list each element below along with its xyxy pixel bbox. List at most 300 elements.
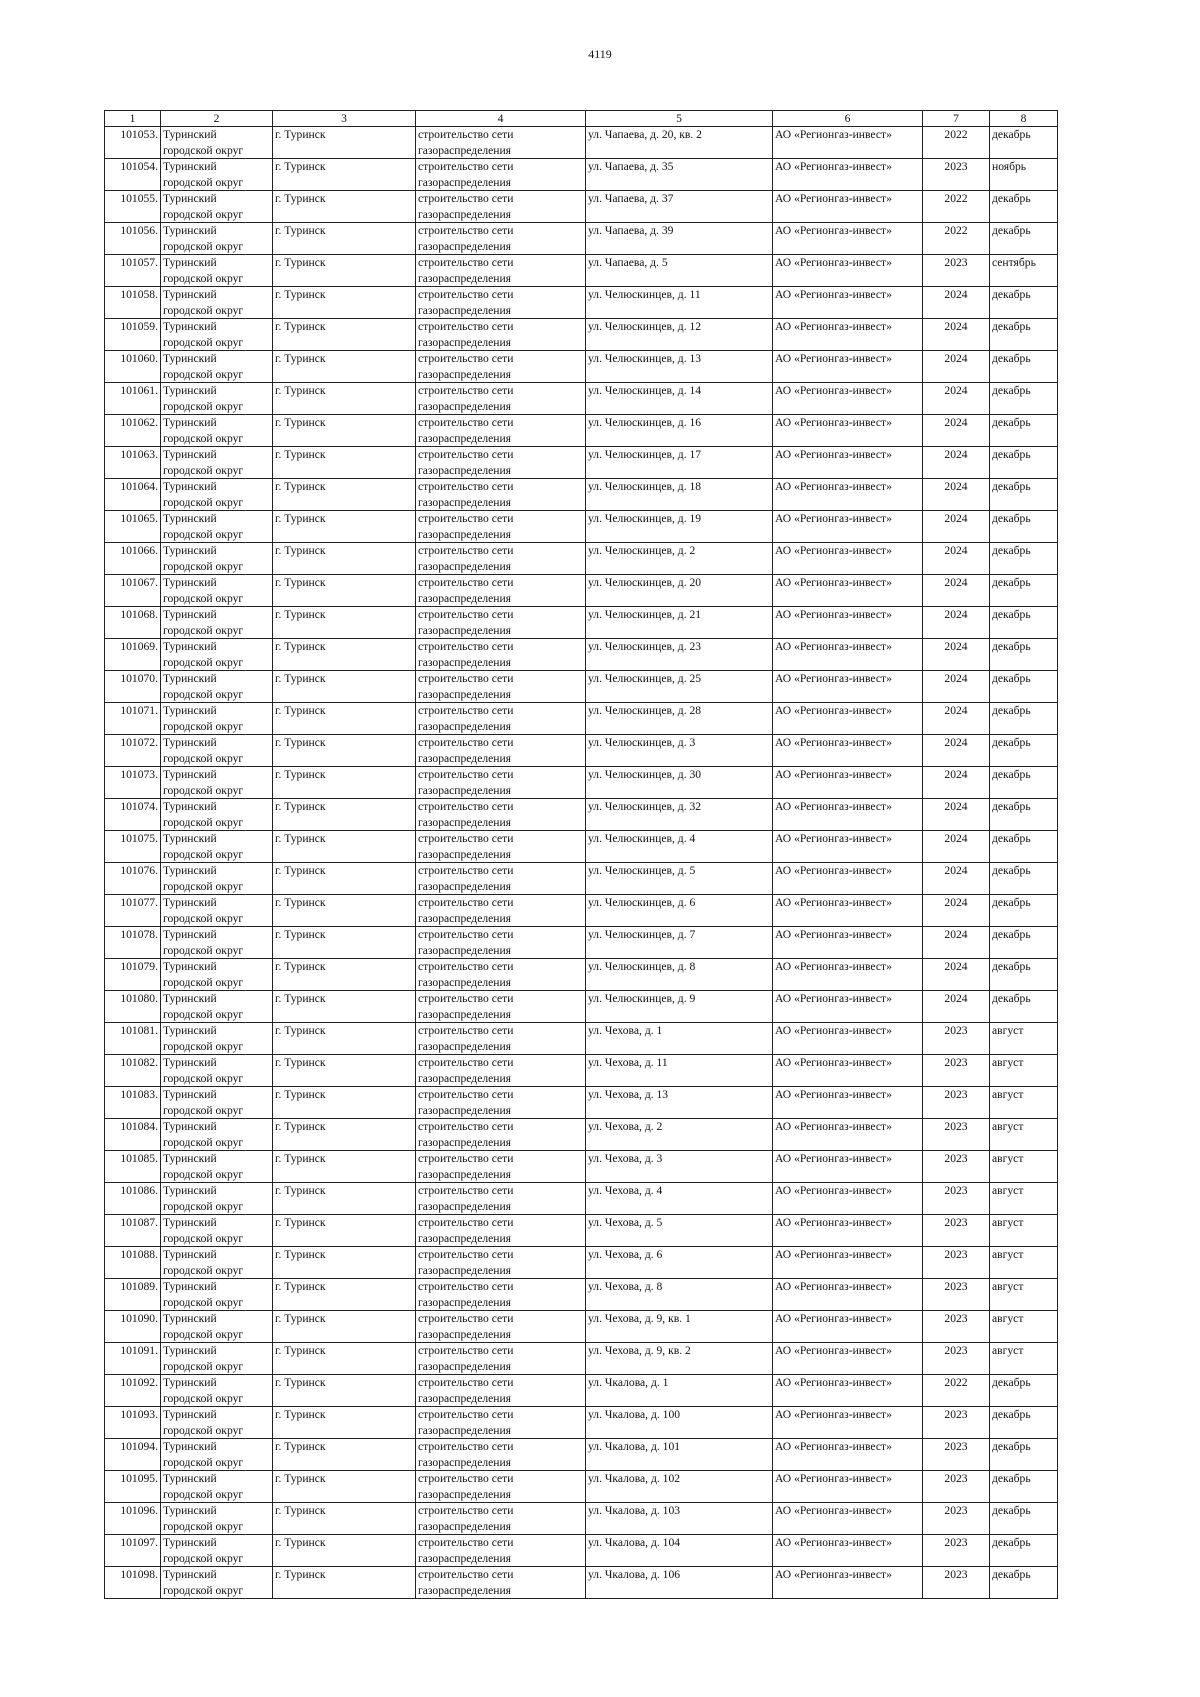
address-cell (586, 959, 773, 991)
work-type-cell (416, 287, 586, 319)
work-type-cell (416, 543, 586, 575)
district-line: Туринский (163, 1408, 217, 1421)
locality: г. Туринск (275, 1280, 326, 1293)
year-cell (923, 1535, 990, 1567)
district-cell (161, 1023, 273, 1055)
district-cell (161, 543, 273, 575)
month: декабрь (992, 832, 1031, 845)
year: 2022 (944, 1376, 968, 1389)
month-cell (990, 1055, 1058, 1087)
address: ул. Чехова, д. 1 (588, 1024, 663, 1037)
table-body (105, 127, 1058, 1599)
year-cell (923, 927, 990, 959)
address: ул. Челюскинцев, д. 8 (588, 960, 696, 973)
address-cell (586, 415, 773, 447)
table-header-row (105, 111, 1058, 127)
work-type-line: газораспределения (418, 911, 512, 925)
locality: г. Туринск (275, 1056, 326, 1069)
year: 2023 (944, 1408, 968, 1421)
row-number-cell (105, 1183, 161, 1215)
work-type-line: газораспределения (418, 975, 512, 989)
locality: г. Туринск (275, 1440, 326, 1453)
work-type-cell (416, 735, 586, 767)
address-cell (586, 671, 773, 703)
district-line: Туринский (163, 1184, 217, 1197)
row-number-cell (105, 895, 161, 927)
row-number-cell (105, 511, 161, 543)
address-cell (586, 1375, 773, 1407)
month: декабрь (992, 512, 1031, 525)
district-line: Туринский (163, 576, 217, 589)
locality: г. Туринск (275, 1376, 326, 1389)
district-line: Туринский (163, 1280, 217, 1293)
locality: г. Туринск (275, 1568, 326, 1581)
work-type-cell (416, 1567, 586, 1599)
locality: г. Туринск (275, 1504, 326, 1517)
row-number: 101056. (120, 224, 158, 237)
row-number-cell (105, 639, 161, 671)
locality-cell (273, 1343, 416, 1375)
district-line: Туринский (163, 736, 217, 749)
year: 2024 (944, 352, 968, 365)
locality: г. Туринск (275, 480, 326, 493)
row-number: 101082. (120, 1056, 158, 1069)
year: 2023 (944, 1088, 968, 1101)
organization: АО «Регионгаз-инвест» (775, 416, 892, 429)
table-row (105, 1055, 1058, 1087)
work-type-cell (416, 447, 586, 479)
row-number: 101064. (120, 480, 158, 493)
organization-cell (773, 1407, 923, 1439)
locality-cell (273, 255, 416, 287)
year: 2024 (944, 480, 968, 493)
district-line: городской округ (163, 847, 244, 861)
organization: АО «Регионгаз-инвест» (775, 1056, 892, 1069)
month: декабрь (992, 1536, 1031, 1549)
row-number-cell (105, 1343, 161, 1375)
address-cell (586, 1311, 773, 1343)
work-type-line: строительство сети (418, 1120, 514, 1133)
district-line: городской округ (163, 687, 244, 701)
address: ул. Челюскинцев, д. 14 (588, 384, 702, 397)
district-line: Туринский (163, 384, 217, 397)
district-cell (161, 1439, 273, 1471)
address: ул. Челюскинцев, д. 23 (588, 640, 702, 653)
organization: АО «Регионгаз-инвест» (775, 480, 892, 493)
address-cell (586, 799, 773, 831)
year: 2024 (944, 288, 968, 301)
organization-cell (773, 159, 923, 191)
work-type-line: строительство сети (418, 1024, 514, 1037)
address-cell (586, 1343, 773, 1375)
district-cell (161, 351, 273, 383)
year: 2023 (944, 1472, 968, 1485)
work-type-line: строительство сети (418, 256, 514, 269)
district-cell (161, 671, 273, 703)
work-type-line: строительство сети (418, 1472, 514, 1485)
year-cell (923, 191, 990, 223)
district-line: городской округ (163, 559, 244, 573)
row-number: 101094. (120, 1440, 158, 1453)
address-cell (586, 1119, 773, 1151)
locality-cell (273, 1407, 416, 1439)
year: 2022 (944, 128, 968, 141)
address: ул. Чехова, д. 8 (588, 1280, 663, 1293)
district-cell (161, 831, 273, 863)
locality: г. Туринск (275, 1120, 326, 1133)
locality: г. Туринск (275, 576, 326, 589)
row-number-cell (105, 159, 161, 191)
organization: АО «Регионгаз-инвест» (775, 576, 892, 589)
organization: АО «Регионгаз-инвест» (775, 1568, 892, 1581)
row-number-cell (105, 671, 161, 703)
address-cell (586, 1215, 773, 1247)
district-line: городской округ (163, 463, 244, 477)
work-type-line: строительство сети (418, 736, 514, 749)
district-line: Туринский (163, 1088, 217, 1101)
organization-cell (773, 991, 923, 1023)
table-row (105, 767, 1058, 799)
address-cell (586, 1023, 773, 1055)
year: 2023 (944, 1216, 968, 1229)
year-cell (923, 319, 990, 351)
work-type-line: газораспределения (418, 1167, 512, 1181)
work-type-line: газораспределения (418, 431, 512, 445)
organization: АО «Регионгаз-инвест» (775, 832, 892, 845)
row-number-cell (105, 191, 161, 223)
month: ноябрь (992, 160, 1027, 173)
work-type-line: газораспределения (418, 1391, 512, 1405)
district-line: городской округ (163, 911, 244, 925)
district-cell (161, 927, 273, 959)
row-number-cell (105, 543, 161, 575)
work-type-line: строительство сети (418, 992, 514, 1005)
year: 2024 (944, 672, 968, 685)
work-type-line: газораспределения (418, 335, 512, 349)
month-cell (990, 735, 1058, 767)
address-cell (586, 927, 773, 959)
table-row (105, 1535, 1058, 1567)
locality: г. Туринск (275, 1088, 326, 1101)
month-cell (990, 703, 1058, 735)
locality-cell (273, 1311, 416, 1343)
organization: АО «Регионгаз-инвест» (775, 800, 892, 813)
address: ул. Чехова, д. 3 (588, 1152, 663, 1165)
work-type-line: строительство сети (418, 352, 514, 365)
organization: АО «Регионгаз-инвест» (775, 704, 892, 717)
work-type-line: газораспределения (418, 143, 512, 157)
organization: АО «Регионгаз-инвест» (775, 544, 892, 557)
month: декабрь (992, 416, 1031, 429)
month-cell (990, 1279, 1058, 1311)
address-cell (586, 351, 773, 383)
locality-cell (273, 159, 416, 191)
row-number-cell (105, 1535, 161, 1567)
work-type-line: строительство сети (418, 416, 514, 429)
district-line: Туринский (163, 640, 217, 653)
locality: г. Туринск (275, 800, 326, 813)
row-number-cell (105, 1439, 161, 1471)
address: ул. Челюскинцев, д. 12 (588, 320, 702, 333)
address-cell (586, 543, 773, 575)
locality: г. Туринск (275, 224, 326, 237)
table-row (105, 1151, 1058, 1183)
row-number: 101096. (120, 1504, 158, 1517)
locality: г. Туринск (275, 992, 326, 1005)
year-cell (923, 223, 990, 255)
address-cell (586, 1055, 773, 1087)
year-cell (923, 415, 990, 447)
year: 2023 (944, 1440, 968, 1453)
district-cell (161, 959, 273, 991)
row-number-cell (105, 767, 161, 799)
row-number-cell (105, 383, 161, 415)
table-row (105, 1279, 1058, 1311)
organization-cell (773, 1503, 923, 1535)
row-number: 101066. (120, 544, 158, 557)
year-cell (923, 383, 990, 415)
organization: АО «Регионгаз-инвест» (775, 768, 892, 781)
address-cell (586, 479, 773, 511)
locality: г. Туринск (275, 128, 326, 141)
organization: АО «Регионгаз-инвест» (775, 960, 892, 973)
work-type-cell (416, 1279, 586, 1311)
work-type-cell (416, 671, 586, 703)
organization-cell (773, 607, 923, 639)
locality-cell (273, 927, 416, 959)
row-number: 101081. (120, 1024, 158, 1037)
address: ул. Челюскинцев, д. 6 (588, 896, 696, 909)
district-line: городской округ (163, 1583, 244, 1597)
page-number: 4119 (588, 47, 612, 61)
address-cell (586, 991, 773, 1023)
district-line: Туринский (163, 1312, 217, 1325)
month-cell (990, 1343, 1058, 1375)
district-cell (161, 639, 273, 671)
month-cell (990, 447, 1058, 479)
row-number: 101059. (120, 320, 158, 333)
work-type-cell (416, 1503, 586, 1535)
year-cell (923, 959, 990, 991)
year-cell (923, 127, 990, 159)
work-type-cell (416, 1215, 586, 1247)
row-number-cell (105, 575, 161, 607)
work-type-cell (416, 959, 586, 991)
work-type-cell (416, 607, 586, 639)
organization-cell (773, 959, 923, 991)
organization-cell (773, 543, 923, 575)
month: декабрь (992, 800, 1031, 813)
year-cell (923, 575, 990, 607)
locality: г. Туринск (275, 928, 326, 941)
work-type-cell (416, 1023, 586, 1055)
district-cell (161, 511, 273, 543)
row-number-cell (105, 991, 161, 1023)
row-number: 101092. (120, 1376, 158, 1389)
year-cell (923, 703, 990, 735)
table-row (105, 351, 1058, 383)
district-line: городской округ (163, 1231, 244, 1245)
month-cell (990, 479, 1058, 511)
table-row (105, 383, 1058, 415)
work-type-cell (416, 1183, 586, 1215)
row-number: 101079. (120, 960, 158, 973)
work-type-line: строительство сети (418, 1536, 514, 1549)
locality: г. Туринск (275, 1024, 326, 1037)
locality: г. Туринск (275, 672, 326, 685)
locality-cell (273, 671, 416, 703)
work-type-line: строительство сети (418, 1280, 514, 1293)
address: ул. Челюскинцев, д. 5 (588, 864, 696, 877)
row-number: 101078. (120, 928, 158, 941)
month-cell (990, 351, 1058, 383)
district-line: Туринский (163, 224, 217, 237)
organization-cell (773, 1567, 923, 1599)
month-cell (990, 1535, 1058, 1567)
locality-cell (273, 639, 416, 671)
year-cell (923, 351, 990, 383)
work-type-line: газораспределения (418, 399, 512, 413)
district-line: Туринский (163, 928, 217, 941)
work-type-line: строительство сети (418, 192, 514, 205)
month-cell (990, 959, 1058, 991)
district-line: Туринский (163, 512, 217, 525)
district-line: городской округ (163, 1263, 244, 1277)
address-cell (586, 127, 773, 159)
district-line: Туринский (163, 544, 217, 557)
locality-cell (273, 1279, 416, 1311)
district-cell (161, 703, 273, 735)
month: декабрь (992, 896, 1031, 909)
organization: АО «Регионгаз-инвест» (775, 224, 892, 237)
row-number-cell (105, 1375, 161, 1407)
month-cell (990, 159, 1058, 191)
month-cell (990, 671, 1058, 703)
district-line: Туринский (163, 704, 217, 717)
organization: АО «Регионгаз-инвест» (775, 1120, 892, 1133)
year: 2024 (944, 832, 968, 845)
locality: г. Туринск (275, 896, 326, 909)
row-number-cell (105, 255, 161, 287)
row-number: 101073. (120, 768, 158, 781)
organization-cell (773, 735, 923, 767)
district-line: Туринский (163, 864, 217, 877)
work-type-line: газораспределения (418, 1327, 512, 1341)
district-line: городской округ (163, 1327, 244, 1341)
address-cell (586, 1535, 773, 1567)
organization: АО «Регионгаз-инвест» (775, 512, 892, 525)
month-cell (990, 1247, 1058, 1279)
district-line: Туринский (163, 352, 217, 365)
work-type-cell (416, 191, 586, 223)
district-line: городской округ (163, 1007, 244, 1021)
locality-cell (273, 1215, 416, 1247)
work-type-line: газораспределения (418, 303, 512, 317)
year: 2023 (944, 1120, 968, 1133)
locality-cell (273, 1471, 416, 1503)
work-type-line: газораспределения (418, 527, 512, 541)
work-type-line: строительство сети (418, 864, 514, 877)
row-number: 101093. (120, 1408, 158, 1421)
locality: г. Туринск (275, 288, 326, 301)
district-line: городской округ (163, 207, 244, 221)
work-type-line: газораспределения (418, 1487, 512, 1501)
work-type-line: газораспределения (418, 271, 512, 285)
locality: г. Туринск (275, 864, 326, 877)
month: декабрь (992, 352, 1031, 365)
address-cell (586, 223, 773, 255)
work-type-line: газораспределения (418, 1231, 512, 1245)
year: 2024 (944, 544, 968, 557)
organization-cell (773, 511, 923, 543)
locality-cell (273, 1055, 416, 1087)
row-number: 101098. (120, 1568, 158, 1581)
district-cell (161, 863, 273, 895)
year: 2023 (944, 1152, 968, 1165)
district-line: городской округ (163, 623, 244, 637)
locality-cell (273, 1183, 416, 1215)
work-type-line: газораспределения (418, 1007, 512, 1021)
work-type-line: строительство сети (418, 768, 514, 781)
month: август (992, 1248, 1024, 1261)
organization: АО «Регионгаз-инвест» (775, 640, 892, 653)
address: ул. Чапаева, д. 37 (588, 192, 674, 205)
organization-cell (773, 703, 923, 735)
locality: г. Туринск (275, 704, 326, 717)
table-row (105, 1471, 1058, 1503)
organization: АО «Регионгаз-инвест» (775, 1152, 892, 1165)
organization-cell (773, 799, 923, 831)
address: ул. Чехова, д. 9, кв. 2 (588, 1344, 691, 1357)
work-type-line: строительство сети (418, 672, 514, 685)
organization: АО «Регионгаз-инвест» (775, 128, 892, 141)
month: август (992, 1312, 1024, 1325)
district-line: городской округ (163, 1295, 244, 1309)
row-number: 101055. (120, 192, 158, 205)
row-number-cell (105, 1215, 161, 1247)
year-cell (923, 1087, 990, 1119)
year-cell (923, 1119, 990, 1151)
table-row (105, 831, 1058, 863)
month: декабрь (992, 736, 1031, 749)
locality: г. Туринск (275, 512, 326, 525)
work-type-line: строительство сети (418, 896, 514, 909)
table-row (105, 415, 1058, 447)
work-type-cell (416, 479, 586, 511)
row-number-cell (105, 1503, 161, 1535)
district-line: Туринский (163, 960, 217, 973)
district-line: Туринский (163, 1536, 217, 1549)
locality: г. Туринск (275, 1408, 326, 1421)
year-cell (923, 159, 990, 191)
month: декабрь (992, 576, 1031, 589)
work-type-line: газораспределения (418, 1103, 512, 1117)
year-cell (923, 1247, 990, 1279)
district-line: городской округ (163, 1071, 244, 1085)
organization: АО «Регионгаз-инвест» (775, 672, 892, 685)
year: 2024 (944, 384, 968, 397)
organization: АО «Регионгаз-инвест» (775, 1248, 892, 1261)
row-number: 101076. (120, 864, 158, 877)
row-number-cell (105, 287, 161, 319)
month: декабрь (992, 1504, 1031, 1517)
year: 2024 (944, 800, 968, 813)
month-cell (990, 1375, 1058, 1407)
district-line: Туринский (163, 192, 217, 205)
locality-cell (273, 1375, 416, 1407)
work-type-line: газораспределения (418, 207, 512, 221)
locality-cell (273, 735, 416, 767)
